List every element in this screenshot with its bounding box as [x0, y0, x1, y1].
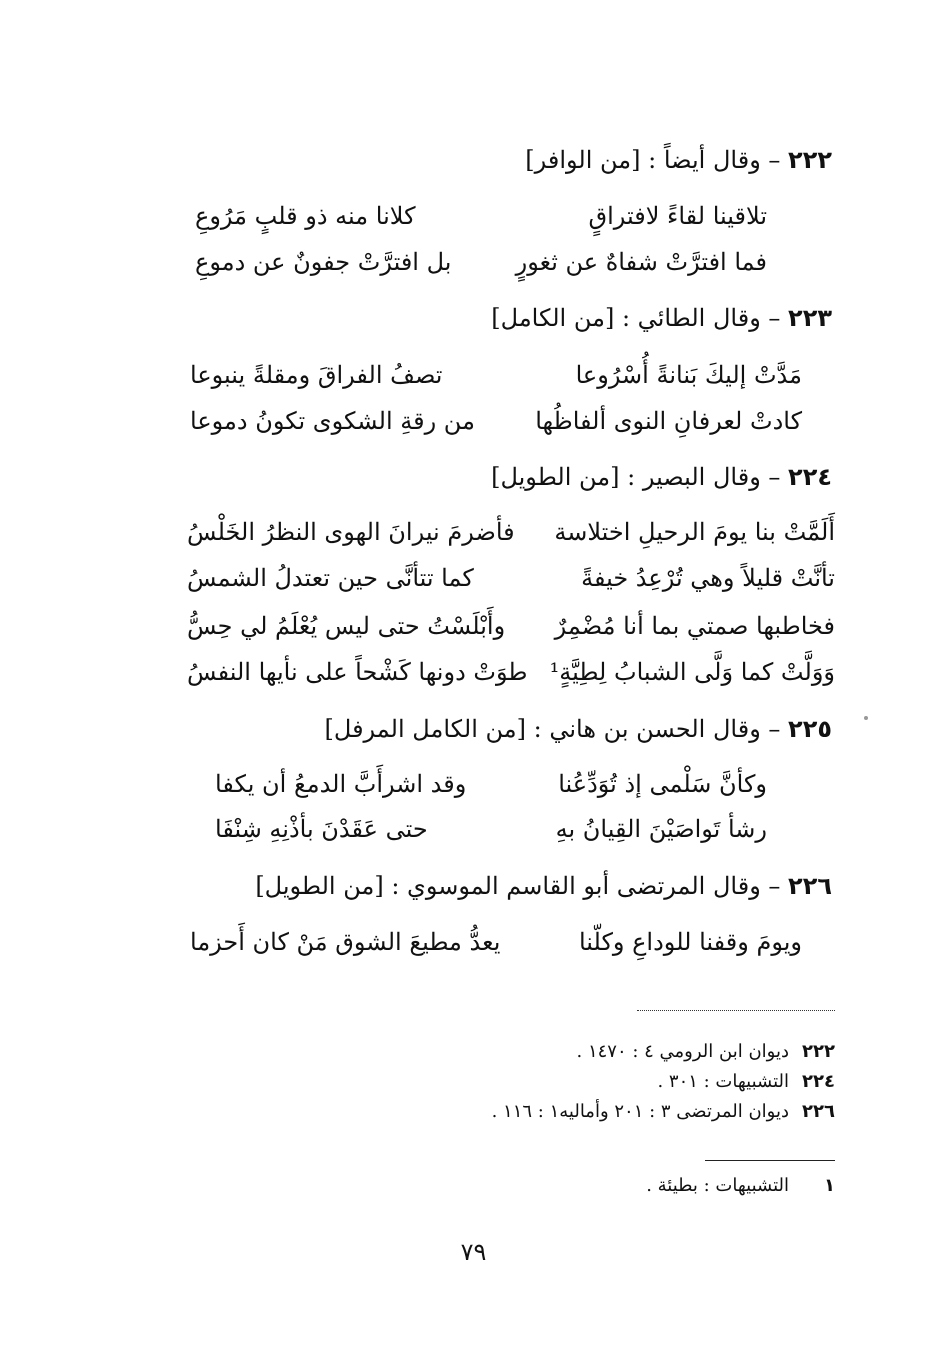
verse-line — [187, 606, 835, 646]
verse-line — [195, 196, 767, 236]
entry-heading-223 — [491, 296, 832, 340]
verse-first-hemistich: فخاطبها صمتي بما أنا مُضْمِرٌ — [554, 612, 835, 640]
verse-second-hemistich: طوَتْ دونها كَشْحاً على نأيها النفسُ — [187, 658, 528, 686]
entry-attribution: – وقال الطائي : [من الكامل] — [491, 304, 789, 332]
footnote — [646, 1172, 835, 1200]
footnote-number: ١ — [824, 1175, 835, 1196]
source-text: التشبيهات : ٣٠١ . — [657, 1071, 789, 1092]
entry-number: ٢٢٣ — [788, 304, 832, 332]
footnote-text: التشبيهات : بطيئة . — [646, 1175, 789, 1196]
entry-heading-225 — [325, 707, 832, 751]
verse-first-hemistich: أَلَمَّتْ بنا يومَ الرحيلِ اختلاسة — [554, 518, 835, 546]
source-note-224 — [657, 1068, 835, 1096]
verse-first-hemistich: وكأنَّ سَلْمى إذ تُوَدِّعُنا — [558, 770, 767, 798]
page-number: ٧٩ — [460, 1238, 487, 1266]
verse-first-hemistich: فما افترَّتْ شفاهٌ عن ثغورٍ — [515, 248, 767, 276]
verse-line — [190, 922, 802, 962]
source-text: ديوان ابن الرومي ٤ : ١٤٧٠ . — [576, 1041, 789, 1062]
verse-line — [190, 355, 802, 395]
entry-number: ٢٢٦ — [788, 872, 832, 900]
source-number: ٢٢٦ — [802, 1101, 835, 1122]
verse-second-hemistich: كما تتأنَّى حين تعتدلُ الشمسُ — [187, 564, 474, 592]
verse-line — [215, 809, 767, 849]
verse-first-hemistich: كادتْ لعرفانِ النوى ألفاظُها — [535, 407, 802, 435]
entry-attribution: – وقال أيضاً : [من الوافر] — [525, 146, 789, 174]
verse-first-hemistich: تلاقينا لقاءً لافتراقٍ — [588, 202, 767, 230]
margin-mark — [864, 716, 868, 720]
verse-line — [187, 512, 835, 552]
entry-heading-224 — [491, 455, 832, 499]
entry-number: ٢٢٢ — [788, 146, 832, 174]
verse-second-hemistich: وقد اشرأَبَّ الدمعُ أن يكفا — [215, 770, 467, 798]
verse-first-hemistich: تأنَّتْ قليلاً وهي تُرْعِدُ خيفةً — [581, 564, 835, 592]
source-number: ٢٢٤ — [802, 1071, 835, 1092]
verse-second-hemistich: بل افترَّتْ جفونٌ عن دموعِ — [195, 248, 452, 276]
entry-attribution: – وقال المرتضى أبو القاسم الموسوي : [من الطويل] — [255, 872, 789, 900]
verse-first-hemistich: رشأ تَواصَيْنَ القِيانُ بهِ — [555, 815, 767, 843]
source-note-226 — [492, 1098, 835, 1126]
verse-line — [195, 242, 767, 282]
verse-second-hemistich: كلانا منه ذو قلبٍ مَرُوعِ — [195, 202, 416, 230]
entry-number: ٢٢٤ — [788, 463, 832, 491]
footnote-divider — [705, 1160, 835, 1161]
verse-second-hemistich: تصفُ الفراقَ ومقلةً ينبوعا — [190, 361, 443, 389]
verse-second-hemistich: من رقةِ الشكوى تكونُ دموعا — [190, 407, 475, 435]
verse-second-hemistich: فأضرمَ نيرانَ الهوى النظرُ الخَلْسُ — [187, 518, 515, 546]
entry-heading-222 — [525, 138, 832, 182]
source-note-222 — [577, 1038, 836, 1066]
entry-heading-226 — [255, 864, 832, 908]
sources-divider — [637, 1010, 835, 1011]
entry-attribution: – وقال الحسن بن هاني : [من الكامل المرفل] — [324, 715, 789, 743]
verse-line — [187, 652, 835, 692]
source-number: ٢٢٢ — [802, 1041, 835, 1062]
verse-line — [190, 401, 802, 441]
verse-second-hemistich: وأَبْلَسْتُ حتى ليس يُعْلَمُ لي حِسُّ — [187, 612, 506, 640]
verse-first-hemistich: ويومَ وقفنا للوداعِ وكلّنا — [578, 928, 802, 956]
verse-second-hemistich: حتى عَقَدْنَ بأذْنِهِ شِنْفَا — [215, 815, 428, 843]
entry-attribution: – وقال البصير : [من الطويل] — [491, 463, 789, 491]
verse-second-hemistich: يعدُّ مطيعَ الشوق مَنْ كان أَحزما — [190, 928, 501, 956]
verse-line — [215, 764, 767, 804]
verse-line — [187, 558, 835, 598]
verse-first-hemistich: وَوَلَّتْ كما وَلَّى الشبابُ لِطِيَّةٍ¹ — [549, 658, 835, 686]
entry-number: ٢٢٥ — [788, 715, 832, 743]
verse-first-hemistich: مَدَّتْ إليكَ بَنانةً أُسْرُوعا — [575, 361, 802, 389]
source-text: ديوان المرتضى ٣ : ٢٠١ وأماليه١ : ١١٦ . — [491, 1101, 789, 1122]
